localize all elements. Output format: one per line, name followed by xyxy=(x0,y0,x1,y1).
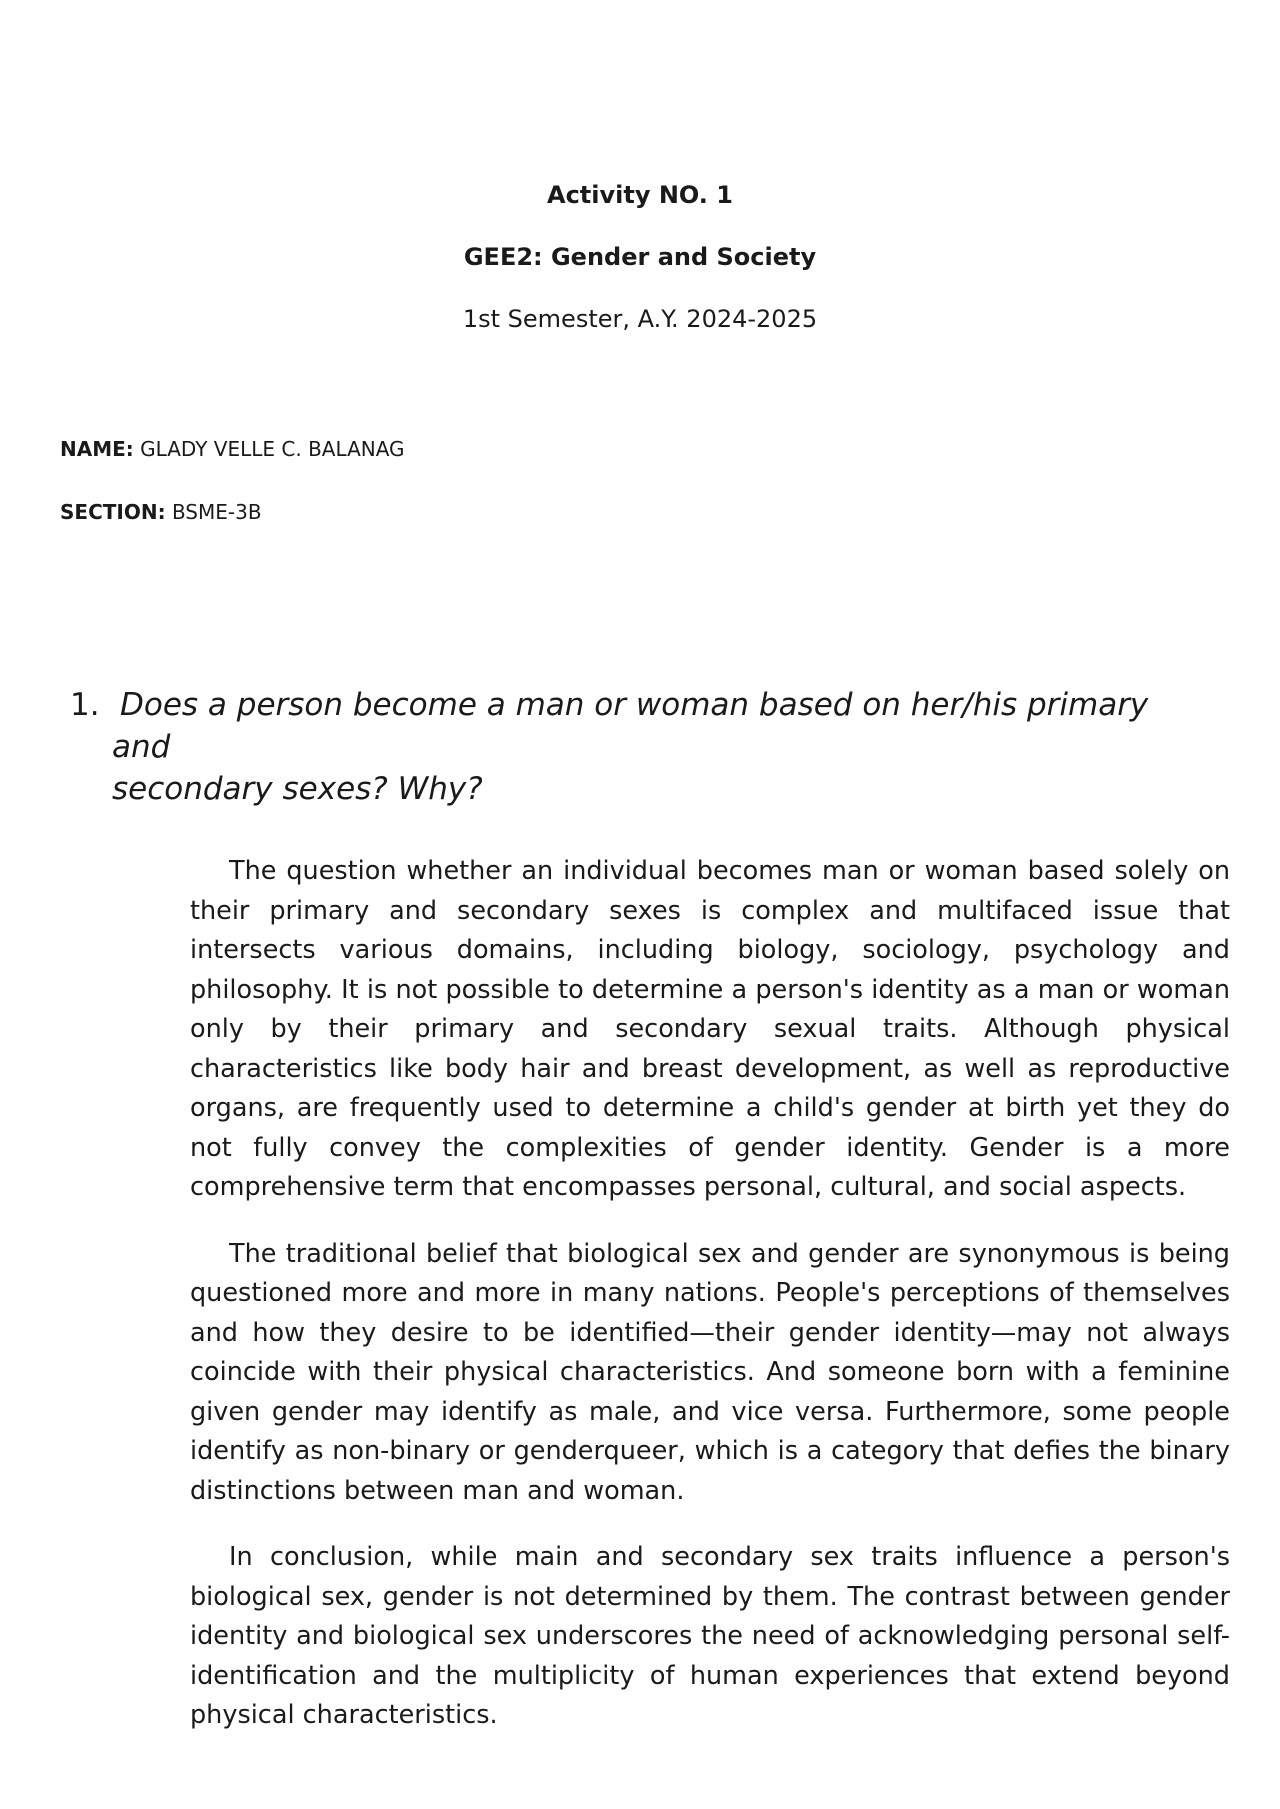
answer-paragraph: The traditional belief that biological sex and gender are synonymous is being questioned more and more in many nations. People's perceptions of themselves and how they desire to be identified—their gender identity—may not always coincide with their physical characteristics. And someone born with a feminine given gender may identify as male, and vice versa. Furthermore, some people identify as non-binary or genderqueer, which is a category that defies the binary distinctions between man and woman. xyxy=(190,1238,1230,1506)
name-value: GLADY VELLE C. BALANAG xyxy=(140,437,405,461)
document-header xyxy=(0,180,1280,366)
activity-title: Activity NO. 1 xyxy=(547,181,733,209)
question-text-line-2: secondary sexes? Why? xyxy=(112,771,483,807)
course-title: GEE2: Gender and Society xyxy=(463,243,817,271)
section-label: SECTION: xyxy=(60,500,166,524)
semester-line: 1st Semester, A.Y. 2024-2025 xyxy=(462,305,818,333)
section-value: BSME-3B xyxy=(171,500,262,524)
question-1 xyxy=(70,684,1210,810)
student-section-line xyxy=(60,499,262,525)
name-label: NAME: xyxy=(60,437,134,461)
answer-paragraph: In conclusion, while main and secondary sex traits influence a person's biological sex, gender is not determined by them. The contrast between gender identity and biological sex underscores the need of acknowledging personal self-identification and the multiplicity of human experiences that extend beyond physical characteristics. xyxy=(190,1542,1230,1730)
answer-paragraph: The question whether an individual becomes man or woman based solely on their primary and secondary sexes is complex and multifaced issue that intersects various domains, including biology, sociology, psychology and philosophy. It is not possible to determine a person's identity as a man or woman only by their primary and secondary sexual traits. Although physical characteristics like body hair and breast development, as well as reproductive organs, are frequently used to determine a child's gender at birth yet they do not fully convey the complexities of gender identity. Gender is a more comprehensive term that encompasses personal, cultural, and social aspects. xyxy=(190,856,1230,1202)
student-name-line xyxy=(60,436,405,462)
answer-body xyxy=(190,852,1230,1763)
question-text-line-1: Does a person become a man or woman based on her/his primary and xyxy=(112,687,1149,765)
question-number: 1. xyxy=(70,687,100,723)
